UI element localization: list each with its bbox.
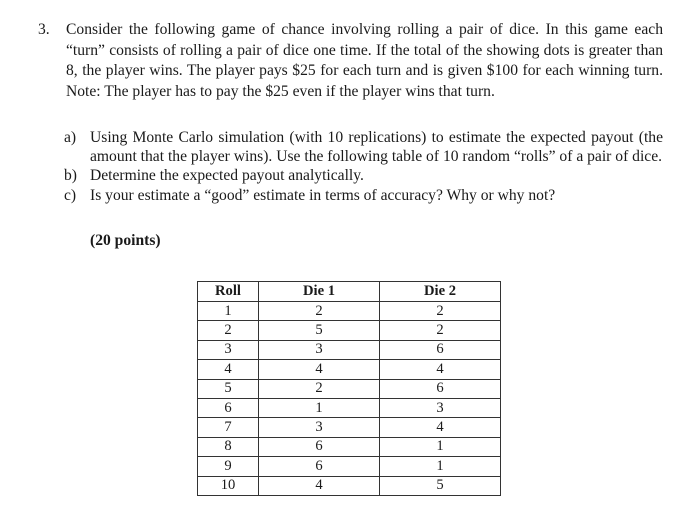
table-row — [198, 398, 501, 417]
cell-die-2: 2 — [380, 321, 501, 340]
part-text: Using Monte Carlo simulation (with 10 replications) to estimate the expected payout (the amount that the player wins). Use the following table of 10 random “rolls” of a pair of dice. — [90, 129, 663, 166]
cell-die-2: 5 — [380, 476, 501, 495]
cell-die-2: 2 — [380, 302, 501, 321]
table-row — [198, 340, 501, 359]
question-text: Consider the following game of chance involving rolling a pair of dice. In this game each “turn” consists of rolling a pair of dice one time. If the total of the showing dots is greater than 8, the player wins. The player pays $25 for each turn and is given $100 for each winning turn. Note: The player has to pay the $25 even if the player wins that turn. — [66, 21, 663, 100]
header-die-1: Die 1 — [259, 282, 380, 302]
cell-die-1: 6 — [259, 457, 380, 476]
part-c — [64, 186, 663, 205]
cell-roll: 8 — [198, 437, 259, 456]
table-row — [198, 418, 501, 437]
cell-die-1: 5 — [259, 321, 380, 340]
part-label: c) — [64, 186, 77, 204]
table-row — [198, 437, 501, 456]
question — [38, 20, 663, 102]
cell-die-2: 1 — [380, 437, 501, 456]
cell-die-1: 6 — [259, 437, 380, 456]
points-label: (20 points) — [90, 232, 161, 249]
dice-rolls-table — [197, 281, 501, 496]
table-row — [198, 360, 501, 379]
cell-roll: 1 — [198, 302, 259, 321]
cell-die-1: 3 — [259, 418, 380, 437]
cell-die-1: 2 — [259, 379, 380, 398]
header-roll: Roll — [198, 282, 259, 302]
header-die-2: Die 2 — [380, 282, 501, 302]
cell-die-2: 3 — [380, 398, 501, 417]
cell-die-1: 2 — [259, 302, 380, 321]
cell-roll: 10 — [198, 476, 259, 495]
cell-die-1: 4 — [259, 476, 380, 495]
cell-die-2: 6 — [380, 340, 501, 359]
part-a — [64, 128, 663, 166]
cell-die-1: 3 — [259, 340, 380, 359]
cell-die-2: 6 — [380, 379, 501, 398]
cell-die-2: 1 — [380, 457, 501, 476]
table-row — [198, 321, 501, 340]
question-parts — [64, 128, 663, 205]
cell-die-2: 4 — [380, 360, 501, 379]
table-row — [198, 457, 501, 476]
part-label: b) — [64, 167, 77, 185]
cell-roll: 9 — [198, 457, 259, 476]
cell-roll: 4 — [198, 360, 259, 379]
part-text: Determine the expected payout analytically. — [90, 167, 364, 185]
cell-die-2: 4 — [380, 418, 501, 437]
cell-roll: 3 — [198, 340, 259, 359]
table-row — [198, 302, 501, 321]
part-b — [64, 166, 663, 185]
part-label: a) — [64, 129, 77, 146]
cell-roll: 2 — [198, 321, 259, 340]
part-text: Is your estimate a “good” estimate in terms of accuracy? Why or why not? — [90, 186, 556, 204]
table-header-row — [198, 282, 501, 302]
table-row — [198, 379, 501, 398]
cell-roll: 5 — [198, 379, 259, 398]
cell-roll: 6 — [198, 398, 259, 417]
cell-die-1: 4 — [259, 360, 380, 379]
cell-die-1: 1 — [259, 398, 380, 417]
table-row — [198, 476, 501, 495]
cell-roll: 7 — [198, 418, 259, 437]
question-number: 3. — [38, 21, 50, 38]
